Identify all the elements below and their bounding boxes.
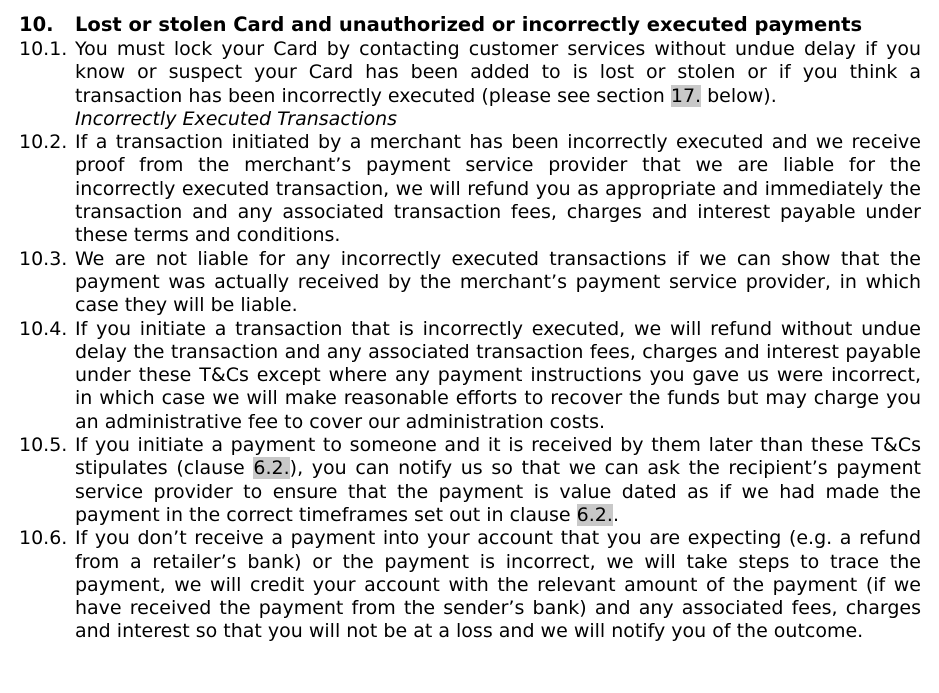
clause-text-part: ), you can notify us so that we can ask the recipient’s payment service provider to ensure that the payment is value dated as if we had made the payment in the correct timeframes set out in clause: [75, 457, 921, 526]
clause-text: [75, 434, 921, 527]
clause-number: 10.5.: [19, 434, 68, 457]
clause-number: 10.1.: [19, 38, 68, 60]
clause-10-6: [19, 527, 921, 643]
clause-text-part: .: [612, 503, 619, 526]
subheading-incorrectly-executed-transactions: Incorrectly Executed Transactions: [75, 107, 398, 130]
clause-10-5: [19, 434, 921, 527]
clause-reference-link[interactable]: 6.2.: [576, 503, 613, 526]
clause-10-2: [19, 131, 921, 247]
section-title: Lost or stolen Card and unauthorized or incorrectly executed payments: [75, 13, 863, 36]
section-reference-link[interactable]: 17.: [670, 84, 702, 107]
clause-number: 10.4.: [19, 317, 68, 340]
section-number: 10.: [19, 13, 54, 36]
clause-text: If a transaction initiated by a merchant has been incorrectly executed and we receive proof from the merchant’s payment service provider that we are liable for the incorrectly executed transaction, we will refund you as appropriate and immediately the transaction and any associated transaction fees, charges and interest payable under these terms and conditions.: [75, 131, 921, 247]
section-heading: [19, 12, 921, 38]
clause-number: 10.6.: [19, 527, 68, 550]
clause-10-1: [19, 38, 921, 108]
clause-number: 10.2.: [19, 131, 68, 154]
clause-text: We are not liable for any incorrectly executed transactions if we can show that the payment was actually received by the merchant’s payment service provider, in which case they will be liable.: [75, 247, 921, 317]
clause-text-part: If you initiate a payment to someone and it is received by them later than these T&Cs stipulates (clause: [75, 434, 921, 480]
clause-10-4: [19, 318, 921, 434]
clause-text: [75, 38, 921, 108]
clause-reference-link[interactable]: 6.2.: [253, 457, 290, 480]
clause-number: 10.3.: [19, 247, 68, 270]
clause-text-part: below).: [701, 84, 777, 107]
clause-text: If you initiate a transaction that is incorrectly executed, we will refund without undue delay the transaction and any associated transaction fees, charges and interest payable under these T&Cs except where any payment instructions you gave us were incorrect, in which case we will make reasonable efforts to recover the funds but may charge you an administrative fee to cover our administration costs.: [75, 317, 921, 433]
clause-text-part: You must lock your Card by contacting customer services without undue delay if you know or suspect your Card has been added to is lost or stolen or if you think a transaction has been incorrectly executed (please see section: [75, 38, 921, 107]
clause-10-3: [19, 248, 921, 318]
clause-text: If you don’t receive a payment into your account that you are expecting (e.g. a refund from a retailer’s bank) or the payment is incorrect, we will take steps to trace the payment, we will credit your account with the relevant amount of the payment (if we have received the payment from the sender’s bank) and any associated fees, charges and interest so that you will not be at a loss and we will notify you of the outcome.: [75, 527, 921, 643]
